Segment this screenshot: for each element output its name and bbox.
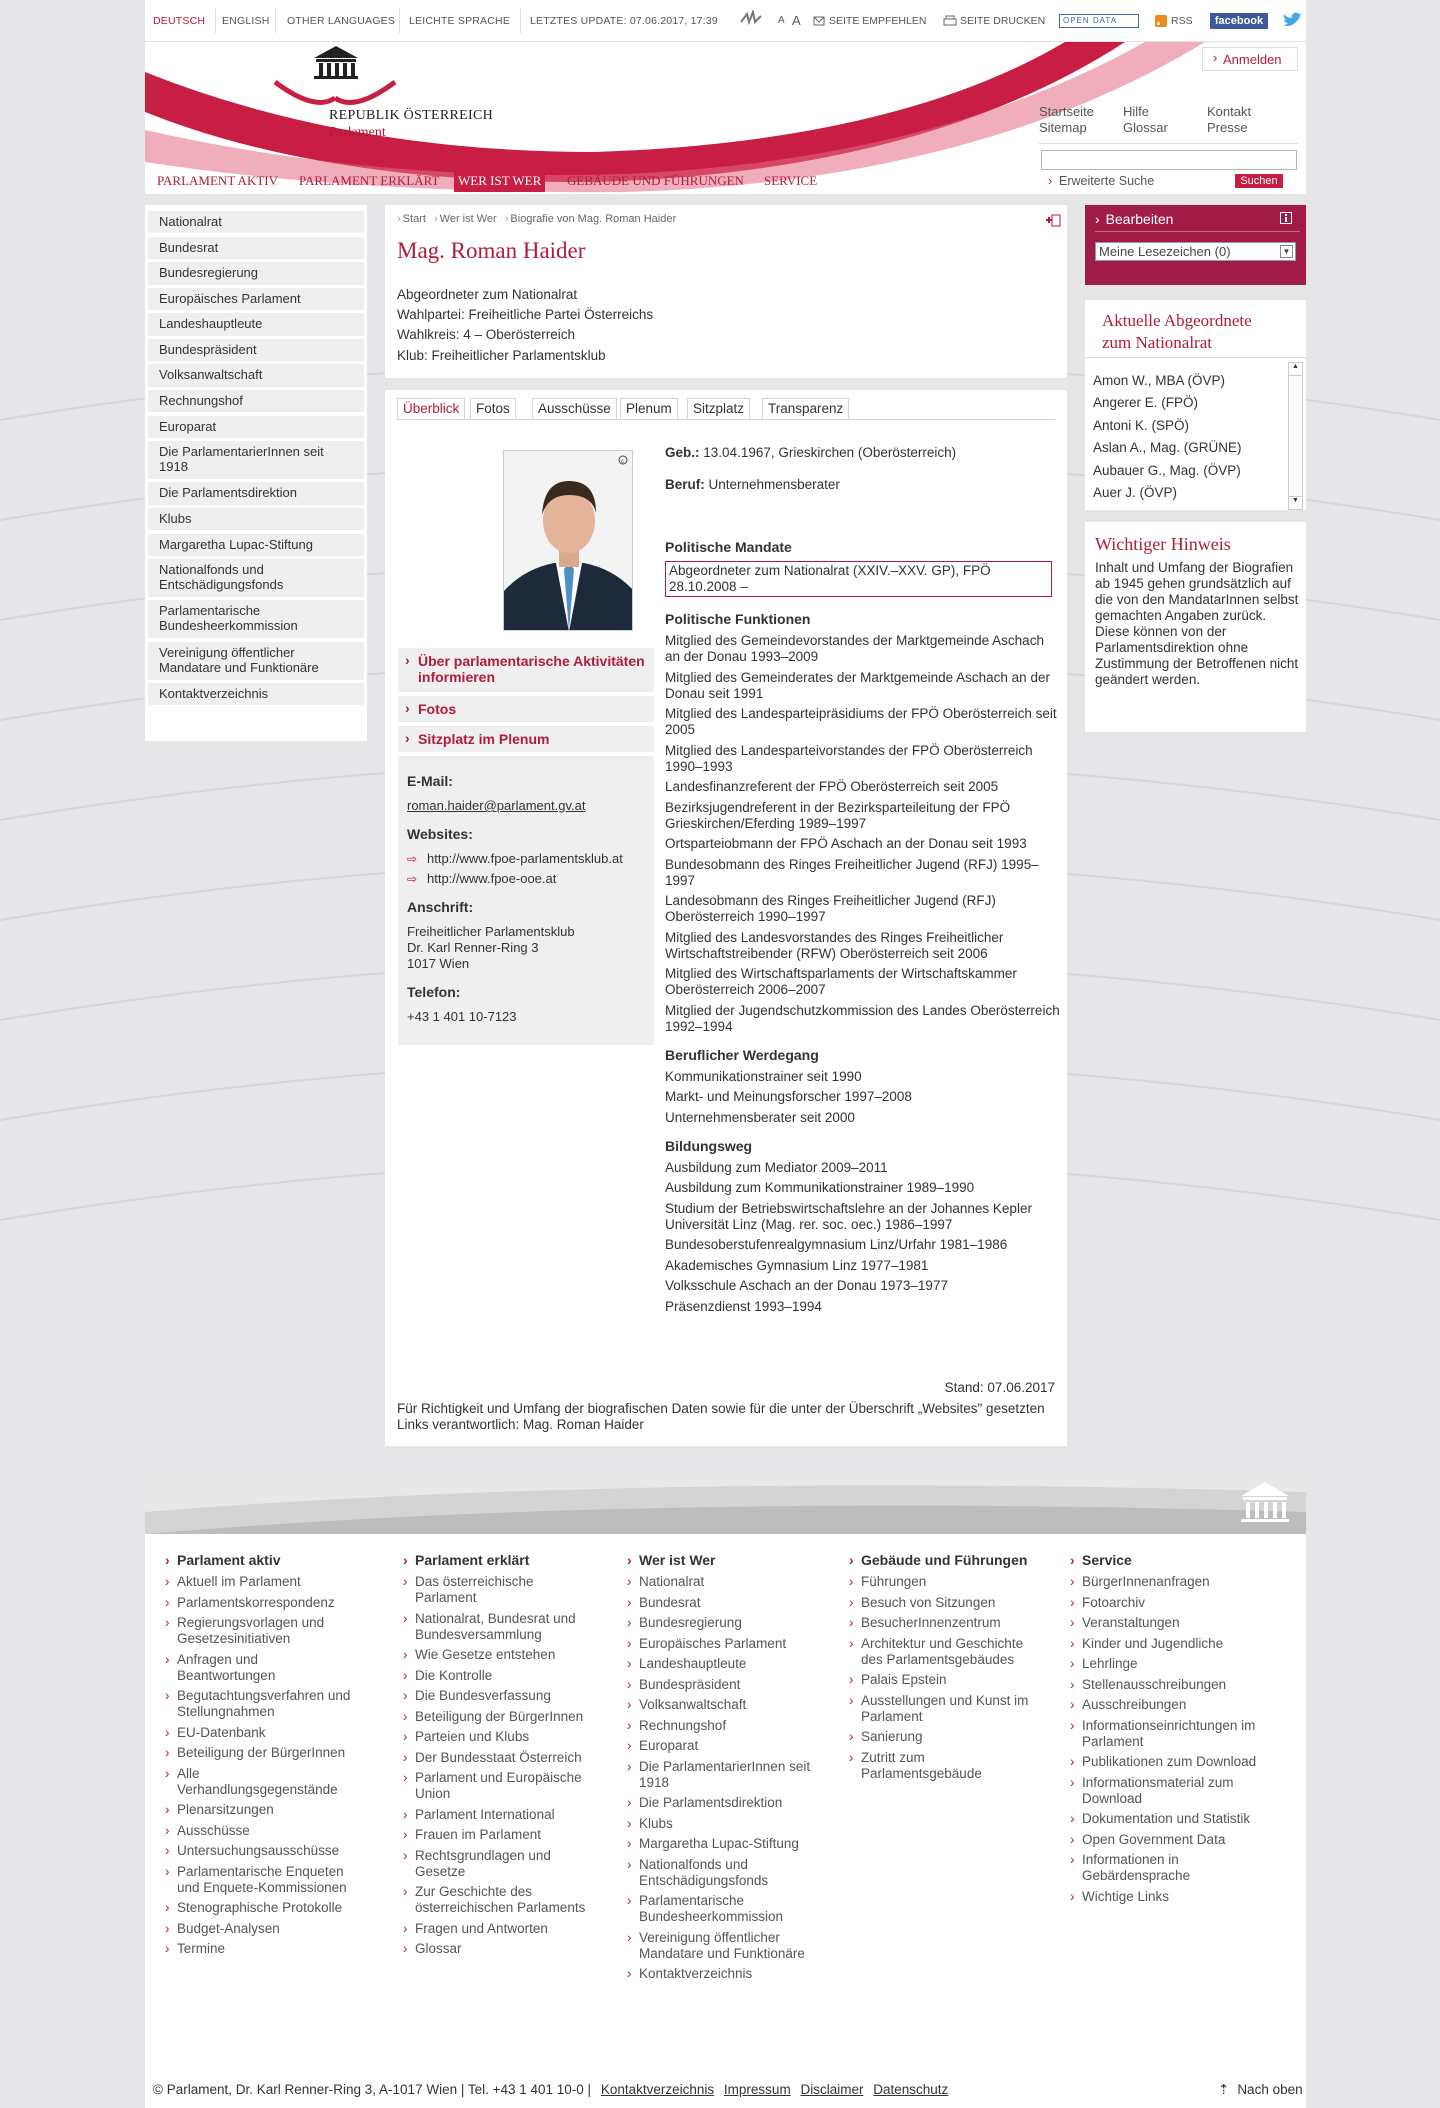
footer-link[interactable]: › Die Kontrolle — [403, 1668, 598, 1684]
current-members-list — [1093, 370, 1288, 504]
footer-link[interactable]: › Rechnungshof — [627, 1718, 822, 1734]
nav-parlament-aktiv[interactable]: PARLAMENT AKTIV — [157, 173, 278, 188]
footer-link[interactable]: › Nationalfonds und Entschädigungsfonds — [627, 1857, 822, 1889]
list-item: Ausbildung zum Kommunikationstrainer 1989–1990 — [665, 1180, 975, 1195]
footer-link[interactable]: › Plenarsitzungen — [165, 1802, 360, 1818]
footer-swoosh — [145, 1472, 1306, 1534]
contact-box — [398, 756, 654, 1045]
list-item[interactable]: Antoni K. (SPÖ) — [1093, 417, 1190, 433]
info-line: Wahlkreis: 4 – Oberösterreich — [397, 327, 576, 343]
footer-link[interactable]: › Zutritt zum Parlamentsgebäude — [849, 1750, 1044, 1782]
list-item: Mitglied des Wirtschaftsparlaments der Wirtschaftskammer Oberösterreich 2006–2007 — [665, 966, 1017, 997]
footer-link[interactable]: › Ausschreibungen — [1070, 1697, 1270, 1713]
footer-link[interactable]: › Informationseinrichtungen im Parlament — [1070, 1718, 1270, 1750]
footer-link[interactable]: › Europäisches Parlament — [627, 1636, 822, 1652]
back-to-top-label: Nach oben — [1237, 2082, 1303, 2097]
font-large-button[interactable]: A — [792, 13, 801, 28]
nav-wer-ist-wer[interactable]: WER IST WER — [454, 171, 545, 192]
nav-gebaeude[interactable]: GEBÄUDE UND FÜHRUNGEN — [567, 173, 744, 188]
footer-link[interactable]: › Wie Gesetze entstehen — [403, 1647, 598, 1663]
list-item: Bundesoberstufenrealgymnasium Linz/Urfahr 1981–1986 — [665, 1237, 1008, 1252]
twitter-icon[interactable] — [1282, 12, 1302, 29]
link-presse[interactable]: Presse — [1207, 120, 1248, 135]
footer-link[interactable]: › Regierungsvorlagen und Gesetzesinitiativen — [165, 1615, 360, 1647]
footer-link[interactable]: › BürgerInnenanfragen — [1070, 1574, 1270, 1590]
footer-link[interactable]: › Europarat — [627, 1738, 822, 1754]
education-list — [665, 1160, 1060, 1315]
advanced-search-link[interactable]: › Erweiterte Suche — [1059, 174, 1154, 188]
footer-link[interactable]: › Parlament International — [403, 1807, 598, 1823]
footer-link[interactable]: › Aktuell im Parlament — [165, 1574, 360, 1590]
parliament-logo-icon — [1237, 1480, 1293, 1526]
main-nav — [145, 168, 905, 194]
footer-link[interactable]: › Der Bundesstaat Österreich — [403, 1750, 598, 1766]
sidebar-item-europarat[interactable]: Europarat — [148, 416, 364, 438]
footer-column — [403, 1552, 598, 1962]
bookmark-add-icon[interactable] — [1045, 213, 1061, 227]
copyright-text: © Parlament, Dr. Karl Renner-Ring 3, A-1017 Wien | Tel. +43 1 401 10-0 | — [153, 2082, 592, 2097]
born-label: Geb.: — [665, 445, 700, 460]
footer-link[interactable]: › Klubs — [627, 1816, 822, 1832]
mandate-value: Abgeordneter zum Nationalrat (XXIV.–XXV. GP), FPÖ 28.10.2008 – — [665, 561, 1052, 597]
stand-date: Stand: 07.06.2017 — [944, 1380, 1055, 1395]
websites-heading: Websites: — [407, 826, 473, 842]
back-to-top-link[interactable] — [1218, 2082, 1303, 2098]
top-bar — [145, 0, 1306, 42]
sidebar-item-eu-parlament[interactable]: Europäisches Parlament — [148, 288, 364, 310]
tab-ausschuesse[interactable]: Ausschüsse — [532, 398, 617, 420]
footer-link[interactable]: › Parlament und Europäische Union — [403, 1770, 598, 1802]
list-item: Mitglied des Gemeindevorstandes der Marktgemeinde Aschach an der Donau 1993–2009 — [665, 633, 1044, 664]
photos-link[interactable]: › Fotos — [398, 696, 654, 722]
website-link[interactable]: ⇨ http://www.fpoe-parlamentsklub.at — [407, 851, 646, 867]
footer-link[interactable]: › Margaretha Lupac-Stiftung — [627, 1836, 822, 1852]
list-item: Kommunikationstrainer seit 1990 — [665, 1068, 862, 1084]
link-glossar[interactable]: Glossar — [1123, 120, 1168, 135]
footer-link[interactable]: › Stellenausschreibungen — [1070, 1677, 1270, 1693]
notice-title: Wichtiger Hinweis — [1095, 534, 1231, 554]
sidebar-item-nationalfonds[interactable]: Nationalfonds und Entschädigungsfonds — [148, 559, 364, 597]
divider — [1039, 143, 1299, 144]
job-label: Beruf: — [665, 477, 705, 492]
breadcrumb-start[interactable]: › Start — [397, 213, 426, 225]
divider — [1085, 357, 1306, 358]
mandate-heading: Politische Mandate — [665, 539, 792, 555]
tab-fotos[interactable]: Fotos — [470, 398, 516, 420]
sidebar-item-kontaktverzeichnis[interactable]: Kontaktverzeichnis — [148, 683, 364, 705]
sidebar-item-vereinigung[interactable]: Vereinigung öffentlicher Mandatare und Funktionäre — [148, 642, 364, 680]
left-info-column — [398, 648, 654, 1045]
list-item: Landesobmann des Ringes Freiheitlicher Jugend (RFJ) Oberösterreich 1990–1997 — [665, 893, 996, 924]
biography-details — [665, 445, 1060, 1319]
activities-link[interactable]: › Über parlamentarische Aktivitäten informieren — [398, 648, 654, 692]
login-button[interactable]: › Anmelden — [1202, 47, 1298, 71]
footer-link[interactable]: › Parteien und Klubs — [403, 1729, 598, 1745]
footer-link[interactable]: › Zur Geschichte des österreichischen Parlaments — [403, 1884, 598, 1916]
notice-text: Inhalt und Umfang der Biografien ab 1945 gehen grundsätzlich auf die von den MandatarInnen selbst gemachten Angaben zurück. Diese können von der Parlamentsdirektion ohne Zustimmung der Betroffenen nicht geändert werden. — [1095, 560, 1299, 687]
footer-link[interactable]: › Informationsmaterial zum Download — [1070, 1775, 1270, 1807]
info-line: Abgeordneter zum Nationalrat — [397, 287, 578, 302]
footer-link[interactable]: › Untersuchungsausschüsse — [165, 1843, 360, 1859]
footer-link-datenschutz[interactable]: Datenschutz — [873, 2082, 949, 2097]
footer-link[interactable]: › Nationalrat, Bundesrat und Bundesversammlung — [403, 1611, 598, 1643]
list-item: Ausbildung zum Mediator 2009–2011 — [665, 1159, 888, 1175]
list-item: Landesfinanzreferent der FPÖ Oberösterreich seit 2005 — [665, 779, 999, 794]
email-heading: E-Mail: — [407, 773, 453, 789]
footer-column — [1070, 1552, 1270, 1909]
parliament-logo-icon — [308, 42, 364, 80]
sidebar-item-bundesheerkommission[interactable]: Parlamentarische Bundesheerkommission — [148, 600, 364, 638]
footer-link[interactable]: › Parlamentarische Bundesheerkommission — [627, 1893, 822, 1925]
footer-link[interactable]: › Wichtige Links — [1070, 1889, 1270, 1905]
breadcrumb-wer-ist-wer[interactable]: › Wer ist Wer — [434, 213, 497, 225]
portrait-photo — [503, 450, 633, 631]
footer-link[interactable]: › Bundespräsident — [627, 1677, 822, 1693]
list-item: Studium der Betriebswirtschaftslehre an der Johannes Kepler Universität Linz (Mag. rer. soc. oec.) 1986–1997 — [665, 1200, 1032, 1232]
footer-link[interactable]: › Bundesregierung — [627, 1615, 822, 1631]
footer-link[interactable]: › Anfragen und Beantwortungen — [165, 1652, 360, 1684]
biography-box — [385, 390, 1067, 1446]
address-line: 1017 Wien — [407, 956, 470, 971]
footer-column-title[interactable]: › Gebäude und Führungen — [849, 1552, 1044, 1568]
current-members-title: Aktuelle Abgeordnete zum Nationalrat — [1102, 311, 1252, 352]
sidebar-item-volksanwaltschaft[interactable]: Volksanwaltschaft — [148, 364, 364, 386]
search-button[interactable]: Suchen — [1235, 174, 1283, 188]
list-item: Mitglied des Landesvorstandes des Ringes Freiheitlicher Wirtschaftstreibender (RFW) Oberösterreich seit 2006 — [665, 929, 1004, 961]
footer-link-disclaimer[interactable]: Disclaimer — [800, 2082, 864, 2097]
rss-link[interactable]: RSS — [1171, 15, 1193, 27]
footer-link[interactable]: › Stenographische Protokolle — [165, 1900, 360, 1916]
font-small-button[interactable]: A — [778, 15, 785, 26]
person-header-box — [385, 205, 1067, 378]
sidebar-item-bundespraesident[interactable]: Bundespräsident — [148, 339, 364, 361]
footer-banner — [145, 1472, 1306, 1534]
footer-link[interactable]: › Dokumentation und Statistik — [1070, 1811, 1270, 1827]
info-line: Klub: Freiheitlicher Parlamentsklub — [397, 347, 606, 363]
footer-link[interactable]: › Beteiligung der BürgerInnen — [165, 1745, 360, 1761]
sidebar-item-nationalrat[interactable]: Nationalrat — [148, 211, 364, 233]
education-heading: Bildungsweg — [665, 1137, 753, 1154]
footer-link[interactable]: › Ausschüsse — [165, 1823, 360, 1839]
list-item: Bundesobmann des Ringes Freiheitlicher Jugend (RFJ) 1995–1997 — [665, 856, 1039, 888]
footer-link[interactable]: › Frauen im Parlament — [403, 1827, 598, 1843]
svg-text:c: c — [621, 459, 624, 465]
job-value: Unternehmensberater — [708, 477, 840, 492]
list-item: Mitglied der Jugendschutzkommission des Landes Oberösterreich 1992–1994 — [665, 1002, 1060, 1034]
page-title: Mag. Roman Haider — [397, 238, 586, 263]
tab-sitzplatz[interactable]: Sitzplatz — [687, 398, 750, 420]
list-item[interactable]: Amon W., MBA (ÖVP) — [1093, 373, 1226, 388]
list-item: Mitglied des Landesparteivorstandes der FPÖ Oberösterreich 1990–1993 — [665, 742, 1033, 774]
link-kontakt[interactable]: Kontakt — [1207, 104, 1252, 119]
footer-link[interactable]: › Kinder und Jugendliche — [1070, 1636, 1270, 1652]
edit-button[interactable]: › Bearbeiten — [1095, 205, 1300, 232]
list-item[interactable]: Aubauer G., Mag. (ÖVP) — [1093, 462, 1241, 478]
footer — [145, 1472, 1306, 2108]
list-item: Ortsparteiobmann der FPÖ Aschach an der Donau seit 1993 — [665, 836, 1027, 851]
breadcrumb-current: › Biografie von Mag. Roman Haider — [505, 213, 676, 225]
footer-link[interactable]: › Parlamentarische Enqueten und Enquete-Kommissionen — [165, 1864, 360, 1896]
divider — [399, 9, 400, 33]
list-item: Bezirksjugendreferent in der Bezirksparteileitung der FPÖ Grieskirchen/Eferding 1989–1997 — [665, 799, 1011, 831]
link-sitemap[interactable]: Sitemap — [1039, 120, 1087, 135]
born-value: 13.04.1967, Grieskirchen (Oberösterreich) — [703, 445, 957, 460]
footer-column-title[interactable]: › Wer ist Wer — [627, 1552, 822, 1568]
sidebar-item-klubs[interactable]: Klubs — [148, 508, 364, 530]
footer-link[interactable]: › Veranstaltungen — [1070, 1615, 1270, 1631]
recommend-icon — [813, 15, 825, 27]
footer-link[interactable]: › Publikationen zum Download — [1070, 1754, 1270, 1770]
rss-icon — [1155, 15, 1167, 27]
list-item: Präsenzdienst 1993–1994 — [665, 1298, 822, 1314]
footer-link[interactable]: › Termine — [165, 1941, 360, 1957]
website-link[interactable]: ⇨ http://www.fpoe-ooe.at — [407, 871, 646, 887]
chevron-down-icon[interactable]: ▼ — [1289, 496, 1302, 509]
lang-deutsch[interactable]: DEUTSCH — [153, 15, 206, 27]
open-data-badge[interactable]: OPEN DATA — [1059, 14, 1139, 28]
list-item: Markt- und Meinungsforscher 1997–2008 — [665, 1089, 912, 1104]
info-line: Wahlpartei: Freiheitliche Partei Österreichs — [397, 307, 654, 323]
bookmarks-select[interactable] — [1095, 242, 1296, 261]
footer-link[interactable]: › Budget-Analysen — [165, 1921, 360, 1937]
phone-heading: Telefon: — [407, 984, 461, 1000]
footer-link[interactable]: › Open Government Data — [1070, 1832, 1270, 1848]
tab-transparenz[interactable]: Transparenz — [762, 398, 849, 420]
copyright-icon — [618, 455, 628, 465]
footer-link[interactable]: › Die Bundesverfassung — [403, 1688, 598, 1704]
print-link[interactable]: SEITE DRUCKEN — [960, 15, 1046, 27]
footer-column-title[interactable]: › Service — [1070, 1552, 1270, 1568]
footer-link-kontakt[interactable]: Kontaktverzeichnis — [600, 2082, 715, 2097]
footer-column — [165, 1552, 360, 1962]
seat-link[interactable]: › Sitzplatz im Plenum — [398, 726, 654, 752]
footer-link[interactable]: › Sanierung — [849, 1729, 1044, 1745]
footer-link[interactable]: › Informationen in Gebärdensprache — [1070, 1852, 1270, 1884]
print-icon — [943, 15, 957, 27]
footer-link[interactable]: › Vereinigung öffentlicher Mandatare und Funktionäre — [627, 1930, 822, 1962]
divider — [215, 9, 216, 33]
address-line: Dr. Karl Renner-Ring 3 — [407, 940, 539, 955]
portrait-image — [504, 451, 633, 631]
recommend-link[interactable]: SEITE EMPFEHLEN — [829, 15, 927, 27]
footer-column — [627, 1552, 822, 1987]
nav-service[interactable]: SERVICE — [764, 173, 818, 188]
search-input[interactable] — [1041, 150, 1297, 170]
footer-link[interactable]: › Alle Verhandlungsgegenstände — [165, 1766, 360, 1798]
footer-column — [849, 1552, 1044, 1786]
chevron-up-icon[interactable]: ▲ — [1289, 363, 1302, 376]
phone-value: +43 1 401 10-7123 — [407, 1009, 517, 1024]
current-members-panel — [1085, 300, 1306, 510]
sidebar-item-landeshauptleute[interactable]: Landeshauptleute — [148, 313, 364, 335]
address-heading: Anschrift: — [407, 899, 474, 915]
sidebar-item-parlamentsdirektion[interactable]: Die Parlamentsdirektion — [148, 482, 364, 504]
list-item: Volksschule Aschach an der Donau 1973–1977 — [665, 1278, 948, 1293]
divider — [520, 9, 521, 33]
footer-link[interactable]: › Führungen — [849, 1574, 1044, 1590]
sidebar-item-bundesrat[interactable]: Bundesrat — [148, 237, 364, 259]
footer-link[interactable]: › Fotoarchiv — [1070, 1595, 1270, 1611]
footer-column-title[interactable]: › Parlament erklärt — [403, 1552, 598, 1568]
footer-link[interactable]: › Begutachtungsverfahren und Stellungnahmen — [165, 1688, 360, 1720]
sidebar-item-bundesregierung[interactable]: Bundesregierung — [148, 262, 364, 284]
footer-link[interactable]: › Palais Epstein — [849, 1672, 1044, 1688]
address-line: Freiheitlicher Parlamentsklub — [407, 924, 575, 939]
career-list — [665, 1069, 1060, 1126]
footer-link[interactable]: › Das österreichische Parlament — [403, 1574, 598, 1606]
tab-ueberblick[interactable]: Überblick — [397, 398, 465, 420]
list-item[interactable]: Angerer E. (FPÖ) — [1093, 395, 1199, 411]
footer-link[interactable]: › Bundesrat — [627, 1595, 822, 1611]
footer-link[interactable]: › Kontaktverzeichnis — [627, 1966, 822, 1982]
chevron-down-icon: ▼ — [1280, 245, 1293, 258]
footer-column-title[interactable]: › Parlament aktiv — [165, 1552, 360, 1568]
career-heading: Beruflicher Werdegang — [665, 1046, 819, 1063]
notice-panel — [1085, 522, 1306, 732]
person-info — [397, 285, 653, 366]
footer-link[interactable]: › Architektur und Geschichte des Parlamentsgebäudes — [849, 1636, 1044, 1668]
logo-subtitle: Parlament — [329, 125, 386, 140]
footer-link[interactable]: › EU-Datenbank — [165, 1725, 360, 1741]
footer-link[interactable]: › Lehrlinge — [1070, 1656, 1270, 1672]
edit-panel — [1085, 205, 1306, 285]
arrow-up-icon: ⇡ — [1218, 2082, 1230, 2097]
lang-other[interactable]: OTHER LANGUAGES — [287, 15, 396, 27]
bookmarks-value: Meine Lesezeichen (0) — [1099, 244, 1231, 259]
link-hilfe[interactable]: Hilfe — [1123, 104, 1150, 119]
footer-link[interactable]: › Beteiligung der BürgerInnen — [403, 1709, 598, 1725]
list-item: Mitglied des Landesparteipräsidiums der FPÖ Oberösterreich seit 2005 — [665, 706, 1057, 737]
sound-icon[interactable] — [739, 10, 763, 26]
tab-plenum[interactable]: Plenum — [620, 398, 678, 420]
functions-heading: Politische Funktionen — [665, 611, 811, 627]
link-startseite[interactable]: Startseite — [1039, 104, 1094, 119]
list-item[interactable]: Aslan A., Mag. (GRÜNE) — [1093, 440, 1242, 456]
divider — [397, 419, 1055, 420]
divider — [275, 9, 276, 33]
list-item: Unternehmensberater seit 2000 — [665, 1109, 855, 1125]
list-item[interactable]: Auer J. (ÖVP) — [1093, 484, 1178, 500]
sidebar-item-rechnungshof[interactable]: Rechnungshof — [148, 390, 364, 412]
footnote: Für Richtigkeit und Umfang der biografischen Daten sowie für die unter der Überschrift „Websites" gesetzten Links verantwortlich: Mag. Roman Haider — [397, 1401, 1045, 1432]
footer-link[interactable]: › Die ParlamentarierInnen seit 1918 — [627, 1759, 822, 1791]
list-item: Mitglied des Gemeinderates der Marktgemeinde Aschach an der Donau seit 1991 — [665, 669, 1050, 701]
functions-list — [665, 633, 1060, 1035]
facebook-link[interactable]: facebook — [1210, 13, 1268, 29]
lang-english[interactable]: ENGLISH — [222, 15, 270, 27]
footer-link[interactable]: › Fragen und Antworten — [403, 1921, 598, 1937]
footer-link[interactable]: › Parlamentskorrespondenz — [165, 1595, 360, 1611]
last-update: LETZTES UPDATE: 07.06.2017, 17:39 — [530, 15, 718, 27]
footer-bottom — [153, 2082, 948, 2097]
footer-link[interactable]: › BesucherInnenzentrum — [849, 1615, 1044, 1631]
footer-link[interactable]: › Landeshauptleute — [627, 1656, 822, 1672]
sidebar-item-lupac[interactable]: Margaretha Lupac-Stiftung — [148, 534, 364, 556]
info-icon[interactable] — [1280, 212, 1292, 224]
footer-link[interactable]: › Rechtsgrundlagen und Gesetze — [403, 1848, 598, 1880]
sidebar-item-parlamentarier[interactable]: Die ParlamentarierInnen seit 1918 — [148, 441, 364, 479]
scrollbar[interactable] — [1288, 362, 1303, 510]
email-link[interactable]: roman.haider@parlament.gv.at — [407, 798, 586, 813]
footer-link[interactable]: › Ausstellungen und Kunst im Parlament — [849, 1693, 1044, 1725]
footer-link-impressum[interactable]: Impressum — [723, 2082, 791, 2097]
footer-link[interactable]: › Nationalrat — [627, 1574, 822, 1590]
logo-title: REPUBLIK ÖSTERREICH — [329, 108, 493, 123]
sidebar — [145, 205, 367, 741]
nav-parlament-erklaert[interactable]: PARLAMENT ERKLÄRT — [299, 173, 440, 188]
list-item: Akademisches Gymnasium Linz 1977–1981 — [665, 1257, 929, 1273]
footer-link[interactable]: › Volksanwaltschaft — [627, 1697, 822, 1713]
footer-link[interactable]: › Die Parlamentsdirektion — [627, 1795, 822, 1811]
footer-link[interactable]: › Besuch von Sitzungen — [849, 1595, 1044, 1611]
lang-easy[interactable]: LEICHTE SPRACHE — [409, 15, 511, 27]
breadcrumb — [397, 213, 681, 225]
footer-link[interactable]: › Glossar — [403, 1941, 598, 1957]
